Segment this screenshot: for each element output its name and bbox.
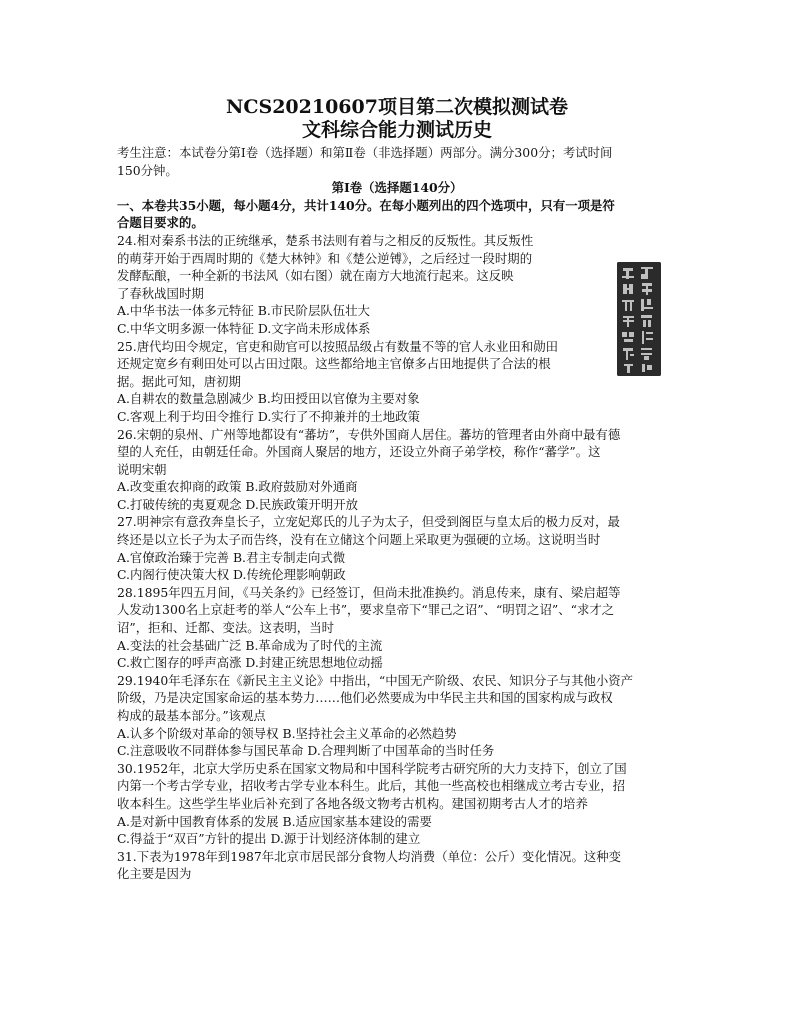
question-stem: 27.明神宗有意孜奔皇长子，立宠妃郑氏的儿子为太子，但受到阁臣与皇太后的极力反对，最 <box>117 514 620 530</box>
inscription-glyphs <box>617 262 661 376</box>
question-stem: 26.宋朝的泉州、广州等地都设有“蕃坊”，专供外国商人居住。蕃坊的管理者由外商中最有德 <box>117 426 621 442</box>
notice-line: 150分钟。 <box>117 162 178 178</box>
question-stem: 29.1940年毛泽东在《新民主主义论》中指出，“中国无产阶级、农民、知识分子与其他小资产 <box>117 672 634 688</box>
exam-title: NCS20210607项目第二次模拟测试卷 <box>226 96 568 118</box>
question-stem: 还规定宽乡有剩田处可以占田过限。这些都给地主官僚多占田地提供了合法的根 <box>117 356 551 372</box>
section-instructions: 一、本卷共35小题，每小题4分，共计140分。在每小题列出的四个选项中，只有一项是符 <box>117 197 615 213</box>
question-options: A.自耕农的数量急剧减少 B.均田授田以官僚为主要对象 <box>117 391 420 407</box>
question-stem: 人发动1300名上京赶考的举人“公车上书”，要求皇帝下“罪己之诏”、“明罚之诏”、“求才之 <box>117 602 615 618</box>
question-31 <box>117 848 677 883</box>
question-options: A.改变重农抑商的政策 B.政府鼓励对外通商 <box>117 479 358 495</box>
question-stem: 31.下表为1978年到1987年北京市居民部分食物人均消费（单位：公斤）变化情况。这种变 <box>117 848 622 864</box>
question-30 <box>117 760 677 848</box>
question-29 <box>117 672 677 760</box>
question-25 <box>117 338 677 426</box>
exam-page <box>117 96 677 883</box>
question-24 <box>117 232 677 338</box>
question-options: A.官僚政治臻于完善 B.君主专制走向式微 <box>117 549 346 565</box>
question-options: A.认多个阶级对革命的领导权 B.坚持社会主义革命的必然趋势 <box>117 725 457 741</box>
question-options: C.中华文明多源一体特征 D.文字尚未形成体系 <box>117 320 371 336</box>
section-title: 第Ⅰ卷（选择题140分） <box>331 180 463 196</box>
question-options: C.得益于“双百”方针的提出 D.源于计划经济体制的建立 <box>117 831 421 847</box>
question-stem: 阶级，乃是决定国家命运的基本势力……他们必然要成为中华民主共和国的国家构成与政权 <box>117 690 613 706</box>
question-stem: 终还是以立长子为太子而告终，没有在立储这个问题上采取更为强硬的立场。这说明当时 <box>117 532 601 548</box>
question-stem: 说明宋朝 <box>117 461 167 477</box>
question-stem: 30.1952年，北京大学历史系在国家文物局和中国科学院考古研究所的大力支持下，创立了国 <box>117 760 627 776</box>
question-stem: 诏”，拒和、迁都、变法。这表明，当时 <box>117 620 334 636</box>
question-stem: 发酵酝酿，一种全新的书法风（如右图）就在南方大地流行起来。这反映 <box>117 268 514 284</box>
question-options: C.客观上利于均田令推行 D.实行了不抑兼并的土地政策 <box>117 408 420 424</box>
question-options: C.内阁行使决策大权 D.传统伦理影响朝政 <box>117 567 346 583</box>
question-options: C.打破传统的夷夏观念 D.民族政策开明开放 <box>117 496 358 512</box>
question-stem: 望的人充任，由朝廷任命。外国商人聚居的地方，还设立外商子弟学校，称作“蕃学”。这 <box>117 444 601 460</box>
question-28 <box>117 584 677 672</box>
question-stem: 28.1895年四五月间，《马关条约》已经签订，但尚未批准换约。消息传来，康有、梁启超等 <box>117 584 621 600</box>
question-options: A.是对新中国教育体系的发展 B.适应国家基本建设的需要 <box>117 813 432 829</box>
question-options: C.注意吸收不同群体参与国民革命 D.合理判断了中国革命的当时任务 <box>117 743 495 759</box>
question-26 <box>117 426 677 514</box>
question-27 <box>117 513 677 583</box>
notice-line: 考生注意：本试卷分第Ⅰ卷（选择题）和第Ⅱ卷（非选择题）两部分。满分300分；考试时间 <box>117 145 613 160</box>
question-stem: 构成的最基本部分。”该观点 <box>117 708 266 723</box>
question-options: A.变法的社会基础广泛 B.革命成为了时代的主流 <box>117 637 383 653</box>
question-stem: 的萌芽开始于西周时期的《楚大林钟》和《楚公逆镈》，之后经过一段时期的 <box>117 250 533 266</box>
exam-subtitle: 文科综合能力测试历史 <box>301 119 492 141</box>
question-stem: 据。据此可知，唐初期 <box>117 373 241 389</box>
bamboo-inscription-icon <box>617 262 661 376</box>
question-stem: 了春秋战国时期 <box>117 285 204 301</box>
question-stem: 收本科生。这些学生毕业后补充到了各地各级文物考古机构。建国初期考古人才的培养 <box>117 795 588 811</box>
question-stem: 化主要是因为 <box>117 866 192 882</box>
question-options: C.救亡图存的呼声高涨 D.封建正统思想地位动摇 <box>117 655 383 671</box>
question-stem: 24.相对秦系书法的正统继承，楚系书法则有着与之相反的反叛性。其反叛性 <box>117 232 534 248</box>
question-stem: 内第一个考古学专业，招收考古学专业本科生。此后，其他一些高校也相继成立考古专业，招 <box>117 778 626 794</box>
question-options: A.中华书法一体多元特征 B.市民阶层队伍壮大 <box>117 303 370 319</box>
question-stem: 25.唐代均田令规定，官吏和勋官可以按照品级占有数量不等的官人永业田和勋田 <box>117 338 558 354</box>
section-instructions: 合题目要求的。 <box>117 215 204 231</box>
